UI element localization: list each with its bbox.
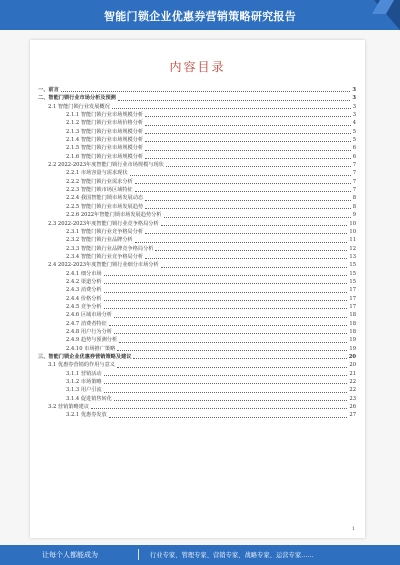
toc-entry[interactable]	[38, 361, 356, 369]
toc-entry-page: 3	[352, 112, 356, 119]
toc-entry-page: 6	[352, 153, 356, 160]
toc-dot-leader	[145, 232, 347, 234]
bottom-banner	[0, 545, 400, 565]
toc-dot-leader	[114, 332, 347, 334]
footer-tagline: 行业专家、管理专家、营销专家、战略专家、运营专家……	[150, 552, 314, 559]
toc-entry[interactable]	[38, 153, 356, 161]
toc-entry[interactable]	[38, 403, 356, 411]
toc-dot-leader	[104, 299, 348, 301]
toc-dot-leader	[145, 257, 347, 259]
toc-entry[interactable]	[38, 395, 356, 403]
toc-dot-leader	[164, 216, 351, 218]
toc-entry-title: 2.4.4 价格分析	[66, 295, 102, 302]
toc-entry[interactable]	[38, 261, 356, 269]
toc-dot-leader	[109, 416, 348, 418]
toc-entry[interactable]	[38, 194, 356, 202]
toc-entry-title: 2.3 2022-2023年度智能门锁行业竞争格局分析	[48, 220, 159, 227]
top-banner	[0, 0, 400, 30]
toc-entry-title: 2.1.2 智能门锁行业市场价格分析	[66, 120, 144, 127]
toc-entry-title: 3.1 优惠券营销的作用与意义	[48, 362, 115, 369]
toc-entry-title: 2.2.1 市场容量与需求现状	[66, 170, 128, 177]
toc-entry[interactable]	[38, 236, 356, 244]
toc-dot-leader	[109, 324, 348, 326]
toc-entry-page: 6	[352, 145, 356, 152]
toc-entry-page: 10	[349, 220, 356, 227]
table-of-contents	[38, 86, 356, 420]
toc-entry[interactable]	[38, 311, 356, 319]
toc-entry-page: 21	[349, 370, 356, 377]
toc-entry[interactable]	[38, 228, 356, 236]
toc-entry-title: 2.1.5 智能门锁行业市场规模分析	[66, 145, 144, 152]
toc-entry-title: 3.1.4 促进销售转化	[66, 395, 112, 402]
toc-entry-page: 11	[349, 237, 356, 244]
toc-dot-leader	[145, 199, 351, 201]
toc-dot-leader	[104, 382, 348, 384]
toc-entry-title: 2.1.6 智能门锁行业市场规模分析	[66, 153, 144, 160]
toc-entry-page: 7	[352, 187, 356, 194]
toc-entry-title: 2.1.3 智能门锁行业市场规模分析	[66, 128, 144, 135]
toc-entry-page: 26	[349, 404, 356, 411]
toc-entry[interactable]	[38, 270, 356, 278]
toc-dot-leader	[133, 357, 346, 359]
toc-entry-title: 2.3.3 智能门锁行业品牌竞争格局分析	[66, 245, 154, 252]
page-number: 1	[351, 526, 355, 532]
toc-entry-page: 18	[349, 320, 356, 327]
toc-entry-page: 20	[348, 354, 356, 360]
toc-entry-title: 2.4.5 竞争分析	[66, 303, 102, 310]
toc-dot-leader	[161, 266, 348, 268]
toc-dot-leader	[104, 307, 348, 309]
toc-entry[interactable]	[38, 161, 356, 169]
toc-entry[interactable]	[38, 211, 356, 219]
toc-dot-leader	[104, 291, 348, 293]
toc-dot-leader	[91, 407, 347, 409]
toc-dot-leader	[112, 107, 351, 109]
toc-entry-page: 19	[349, 337, 356, 344]
toc-entry-title: 2.1.4 智能门锁行业市场规模分析	[66, 137, 144, 144]
toc-entry[interactable]	[38, 86, 356, 94]
toc-dot-leader	[166, 165, 351, 167]
toc-dot-leader	[161, 224, 348, 226]
toc-entry[interactable]	[38, 328, 356, 336]
toc-dot-leader	[145, 207, 351, 209]
toc-dot-leader	[155, 249, 347, 251]
toc-dot-leader	[145, 132, 351, 134]
toc-entry-page: 7	[352, 178, 356, 185]
toc-entry-title: 2.4.9 趋势与预测分析	[66, 337, 118, 344]
toc-entry[interactable]	[38, 303, 356, 311]
toc-entry-title: 2.4.2 渠道分析	[66, 278, 102, 285]
toc-entry-title: 2.2.3 智能门锁市场区域特征	[66, 187, 133, 194]
toc-entry-title: 2.4.7 消费者特征	[66, 320, 107, 327]
toc-entry[interactable]	[38, 336, 356, 344]
toc-entry[interactable]	[38, 169, 356, 177]
toc-dot-leader	[145, 149, 351, 151]
toc-entry[interactable]	[38, 220, 356, 228]
toc-dot-leader	[118, 99, 351, 101]
toc-entry-page: 18	[349, 328, 356, 335]
toc-entry-page: 27	[349, 412, 356, 419]
toc-entry-page: 18	[349, 312, 356, 319]
toc-entry-page: 8	[352, 195, 356, 202]
toc-entry[interactable]	[38, 378, 356, 386]
toc-dot-leader	[104, 274, 348, 276]
toc-dot-leader	[135, 241, 348, 243]
toc-entry-title: 2.2.2 智能门锁行业需求分析	[66, 178, 133, 185]
toc-dot-leader	[119, 341, 347, 343]
toc-entry-page: 3	[352, 103, 356, 110]
toc-entry[interactable]	[38, 111, 356, 119]
toc-entry-title: 2.4.1 细分市场	[66, 270, 102, 277]
toc-dot-leader	[135, 182, 351, 184]
toc-entry-title: 2.1 智能门锁行业发展概况	[48, 103, 110, 110]
toc-entry[interactable]	[38, 136, 356, 144]
document-page	[30, 40, 365, 538]
toc-dot-leader	[61, 90, 351, 92]
toc-dot-leader	[104, 374, 348, 376]
toc-entry-title: 2.4 2022-2023年度智能门锁行业细分市场分析	[48, 262, 159, 269]
toc-entry[interactable]	[38, 353, 356, 361]
footer-slogan: 让每个人都能成为	[42, 551, 98, 559]
toc-dot-leader	[145, 124, 351, 126]
toc-entry-page: 15	[349, 270, 356, 277]
toc-entry-page: 23	[349, 395, 356, 402]
toc-dot-leader	[145, 140, 351, 142]
toc-entry-title: 2.3.2 智能门锁行业品牌分析	[66, 237, 133, 244]
toc-entry-page: 9	[352, 212, 356, 219]
toc-dot-leader	[104, 282, 348, 284]
toc-entry-title: 3.2 营销策略建议	[48, 404, 90, 411]
toc-entry-title: 2.2.4 我国智能门锁市场发展动态	[66, 195, 144, 202]
toc-entry-page: 22	[349, 387, 356, 394]
toc-entry-title: 2.4.6 区域市场分析	[66, 312, 112, 319]
toc-entry[interactable]	[38, 411, 356, 419]
toc-entry-page: 17	[349, 287, 356, 294]
toc-entry-title: 2.3.4 智能门锁行业竞争格局分析	[66, 253, 144, 260]
toc-dot-leader	[145, 157, 351, 159]
toc-entry-title: 2.4.10 市场推广策略	[66, 345, 116, 352]
toc-entry-page: 8	[352, 203, 356, 210]
toc-entry-page: 4	[352, 120, 356, 127]
toc-entry-page: 15	[349, 278, 356, 285]
footer-divider	[138, 549, 139, 560]
toc-entry-page: 7	[352, 170, 356, 177]
toc-entry-title: 2.2.6 2022年智能门锁市场发展趋势分析	[66, 212, 162, 219]
toc-entry-page: 22	[349, 379, 356, 386]
toc-entry-title: 2.2 2022-2023年度智能门锁行业市场规模与现状	[48, 162, 164, 169]
toc-entry-title: 2.2.5 智能门锁行业市场发展趋势	[66, 203, 144, 210]
toc-entry-page: 17	[349, 303, 356, 310]
toc-entry-page: 12	[349, 245, 356, 252]
toc-entry[interactable]	[38, 178, 356, 186]
toc-entry-title: 2.3.1 智能门锁行业竞争格局分析	[66, 228, 144, 235]
toc-entry-title: 三、智能门锁企业优惠券营销策略及建议	[38, 354, 132, 360]
toc-entry[interactable]	[38, 278, 356, 286]
toc-entry[interactable]	[38, 386, 356, 394]
toc-dot-leader	[114, 316, 347, 318]
toc-entry[interactable]	[38, 103, 356, 111]
toc-entry[interactable]	[38, 186, 356, 194]
toc-dot-leader	[117, 349, 347, 351]
toc-entry[interactable]	[38, 119, 356, 127]
toc-entry-page: 15	[349, 262, 356, 269]
toc-entry-page: 19	[349, 345, 356, 352]
toc-entry-title: 3.1.2 市场策略	[66, 379, 102, 386]
toc-dot-leader	[114, 399, 347, 401]
toc-dot-leader	[145, 115, 351, 117]
report-title: 智能门锁企业优惠券营销策略研究报告	[103, 10, 297, 23]
toc-entry[interactable]	[38, 295, 356, 303]
toc-dot-leader	[135, 190, 351, 192]
toc-entry-title: 一、前言	[38, 87, 59, 93]
toc-entry-page: 3	[352, 95, 356, 102]
toc-entry-page: 3	[352, 87, 356, 93]
toc-entry-page: 7	[352, 162, 356, 169]
toc-entry-page: 10	[349, 228, 356, 235]
toc-entry[interactable]	[38, 345, 356, 353]
toc-dot-leader	[130, 174, 351, 176]
toc-entry-page: 5	[352, 137, 356, 144]
toc-entry-title: 2.4.3 消费分析	[66, 287, 102, 294]
toc-entry-title: 3.2.1 优惠券发放	[66, 412, 107, 419]
toc-entry-page: 20	[349, 362, 356, 369]
toc-heading: 内容目录	[169, 60, 226, 74]
toc-entry[interactable]	[38, 286, 356, 294]
toc-dot-leader	[104, 391, 348, 393]
toc-entry[interactable]	[38, 245, 356, 253]
toc-entry-title: 二、智能门锁行业市场分析及预测	[38, 95, 116, 102]
toc-entry-title: 2.1.1 智能门锁行业市场规模分析	[66, 112, 144, 119]
toc-entry-page: 17	[349, 295, 356, 302]
toc-entry-title: 3.1.3 用户引流	[66, 387, 102, 394]
toc-entry[interactable]	[38, 370, 356, 378]
toc-entry-title: 3.1.1 营销活动	[66, 370, 102, 377]
toc-entry[interactable]	[38, 128, 356, 136]
toc-dot-leader	[117, 366, 347, 368]
toc-entry[interactable]	[38, 253, 356, 261]
toc-entry-page: 13	[349, 253, 356, 260]
toc-entry-page: 5	[352, 128, 356, 135]
toc-entry-title: 2.4.8 用户行为分析	[66, 328, 112, 335]
toc-entry[interactable]	[38, 320, 356, 328]
toc-entry[interactable]	[38, 144, 356, 152]
toc-entry[interactable]	[38, 203, 356, 211]
toc-entry[interactable]	[38, 94, 356, 102]
